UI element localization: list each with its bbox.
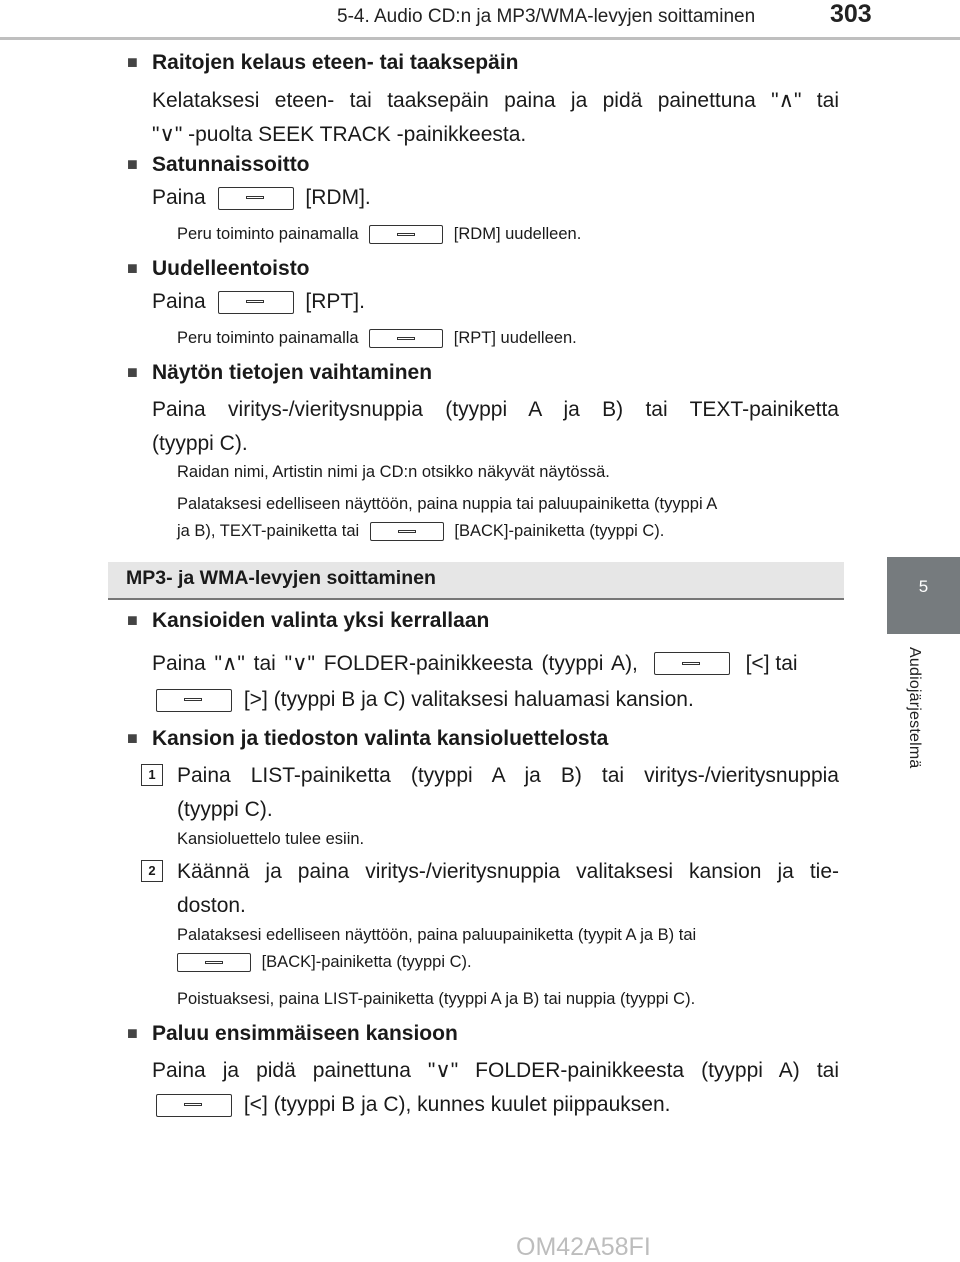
step-1-text	[177, 759, 839, 827]
heading-folder-select: Kansioiden valinta yksi kerrallaan	[152, 609, 490, 632]
section-header	[108, 562, 844, 600]
step-2-note-2	[177, 953, 472, 972]
header-rule	[0, 37, 960, 40]
preset-button-icon	[156, 689, 232, 712]
heading-folder-list: Kansion ja tiedoston valinta kansioluettelosta	[152, 727, 609, 750]
step-2-note-3: Poistuaksesi, paina LIST-painiketta (tyyppi A ja B) tai nuppia (tyyppi C).	[177, 990, 696, 1008]
first-folder-line2	[152, 1093, 671, 1117]
heading-seek: Raitojen kelaus eteen- tai taaksepäin	[152, 51, 519, 74]
bullet-square-icon: ■	[127, 154, 138, 174]
preset-button-icon	[370, 522, 444, 541]
step-1-line2: (tyyppi C).	[177, 798, 273, 821]
bullet-square-icon: ■	[127, 52, 138, 72]
display-note-3	[177, 522, 664, 541]
repeat-note-post: [RPT] uudelleen.	[453, 329, 577, 348]
page-number: 303	[830, 0, 872, 28]
folder-select-line1-pre: Paina "∧" tai "∨" FOLDER-painikkeesta (tyyppi A),	[152, 652, 638, 675]
bullet-square-icon: ■	[127, 1023, 138, 1043]
step-1-line1: Paina LIST-painiketta (tyyppi A ja B) tai viritys-/vieritysnuppia	[177, 764, 839, 787]
repeat-note	[177, 329, 577, 348]
random-note-pre: Peru toiminto painamalla	[177, 225, 359, 244]
random-post: [RDM].	[305, 186, 371, 210]
repeat-post: [RPT].	[305, 290, 365, 314]
bullet-square-icon: ■	[127, 362, 138, 382]
folder-select-line1	[152, 651, 839, 676]
preset-button-icon	[218, 187, 294, 210]
paragraph-seek	[152, 84, 839, 152]
chapter-tab-number: 5	[918, 577, 929, 596]
preset-button-icon	[156, 1094, 232, 1117]
heading-random: Satunnaissoitto	[152, 153, 310, 176]
step-2-note-2-post: [BACK]-painiketta (tyyppi C).	[261, 953, 472, 972]
preset-button-icon	[369, 225, 443, 244]
repeat-pre: Paina	[152, 290, 206, 314]
section-title: MP3- ja WMA-levyjen soittaminen	[126, 567, 436, 589]
step-2-badge: 2	[141, 860, 163, 882]
step-1-badge: 1	[141, 764, 163, 786]
display-note-1: Raidan nimi, Artistin nimi ja CD:n otsikko näkyvät näytössä.	[177, 463, 610, 481]
preset-button-icon	[369, 329, 443, 348]
step-2-line1: Käännä ja paina viritys-/vieritysnuppia valitaksesi kansion ja tie-	[177, 860, 839, 883]
step-2-line2: doston.	[177, 894, 246, 917]
first-folder-line1-text: Paina ja pidä painettuna "∨" FOLDER-painikkeesta (tyyppi A) tai	[152, 1059, 839, 1082]
paragraph-display-line1: Paina viritys-/vieritysnuppia (tyyppi A ja B) tai TEXT-painiketta	[152, 398, 839, 421]
random-note-post: [RDM] uudelleen.	[453, 225, 582, 244]
document-code: OM42A58FI	[516, 1233, 651, 1261]
heading-first-folder: Paluu ensimmäiseen kansioon	[152, 1022, 458, 1045]
random-pre: Paina	[152, 186, 206, 210]
bullet-square-icon: ■	[127, 258, 138, 278]
heading-display: Näytön tietojen vaihtaminen	[152, 361, 433, 384]
chapter-tab-label: Audiojärjestelmä	[906, 647, 923, 769]
paragraph-seek-line2: "∨" -puolta SEEK TRACK -painikkeesta.	[152, 123, 527, 146]
step-2-text	[177, 855, 839, 923]
preset-button-icon	[218, 291, 294, 314]
preset-button-icon	[177, 953, 251, 972]
step-1-note: Kansioluettelo tulee esiin.	[177, 830, 365, 848]
bullet-square-icon: ■	[127, 610, 138, 630]
preset-button-icon	[654, 652, 730, 675]
repeat-note-pre: Peru toiminto painamalla	[177, 329, 359, 348]
first-folder-line2-post: [<] (tyyppi B ja C), kunnes kuulet piippauksen.	[243, 1093, 671, 1117]
bullet-square-icon: ■	[127, 728, 138, 748]
paragraph-display	[152, 393, 839, 461]
chapter-tab	[887, 557, 960, 634]
heading-repeat: Uudelleentoisto	[152, 257, 310, 280]
paragraph-seek-line1: Kelataksesi eteen- tai taaksepäin paina ja pidä painettuna "∧" tai	[152, 89, 839, 112]
display-note-3-post: [BACK]-painiketta (tyyppi C).	[454, 522, 665, 541]
step-2-note-1: Palataksesi edelliseen näyttöön, paina paluupainiketta (tyypit A ja B) tai	[177, 926, 697, 944]
random-note	[177, 225, 581, 244]
first-folder-line1	[152, 1054, 839, 1088]
chapter-title: 5-4. Audio CD:n ja MP3/WMA-levyjen soittaminen	[337, 6, 756, 27]
folder-select-line2	[152, 688, 694, 712]
repeat-instruction	[152, 290, 365, 314]
folder-select-line2-post: [>] (tyyppi B ja C) valitaksesi haluamasi kansion.	[243, 688, 694, 712]
display-note-2: Palataksesi edelliseen näyttöön, paina nuppia tai paluupainiketta (tyyppi A	[177, 495, 718, 513]
display-note-3-pre: ja B), TEXT-painiketta tai	[177, 522, 360, 541]
folder-select-line1-post: [<] tai	[745, 651, 798, 675]
random-instruction	[152, 186, 371, 210]
paragraph-display-line2: (tyyppi C).	[152, 432, 248, 455]
